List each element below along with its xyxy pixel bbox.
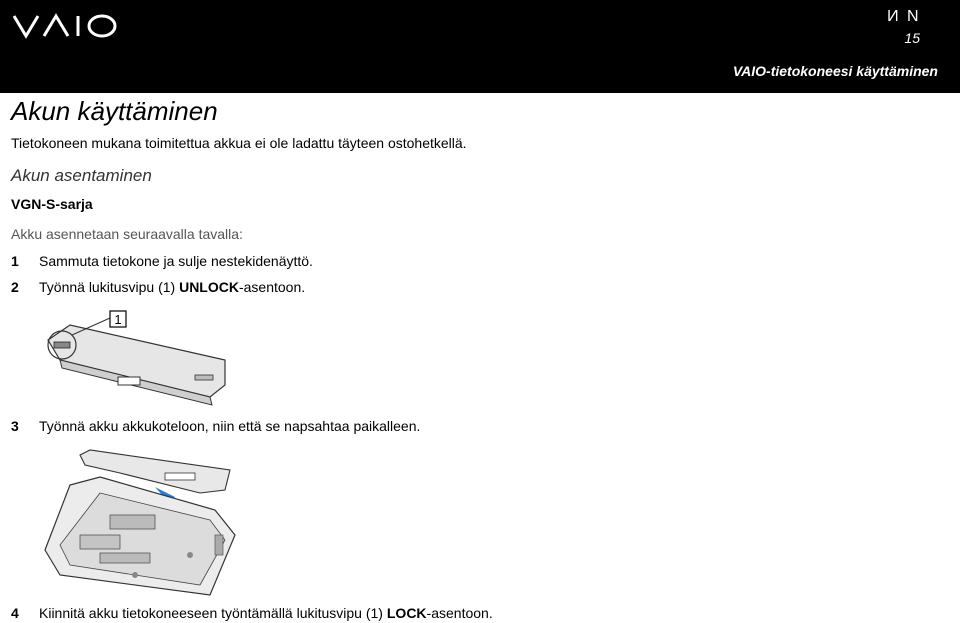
step-keyword: UNLOCK bbox=[179, 279, 239, 295]
step-2 bbox=[11, 279, 305, 295]
page-nav bbox=[883, 8, 923, 26]
page-title: Akun käyttäminen bbox=[11, 96, 218, 126]
step-text-end: -asentoon. bbox=[238, 279, 306, 295]
page-number: 15 bbox=[904, 30, 920, 46]
step-text: Työnnä lukitusvipu (1) bbox=[39, 279, 180, 295]
callout-label: 1 bbox=[114, 312, 122, 327]
section-title: Akun asentaminen bbox=[11, 166, 152, 185]
vaio-logo bbox=[12, 12, 122, 40]
step-text-end: -asentoon. bbox=[426, 605, 493, 621]
battery-lever-illustration bbox=[40, 305, 240, 410]
battery-insertion-illustration bbox=[40, 445, 245, 605]
model-heading: VGN-S-sarja bbox=[11, 196, 93, 212]
step-4 bbox=[11, 605, 493, 621]
lead-text: Akku asennetaan seuraavalla tavalla: bbox=[11, 226, 243, 242]
intro-text: Tietokoneen mukana toimitettua akkua ei ole ladattu täyteen ostohetkellä. bbox=[11, 135, 467, 151]
step-number: 3 bbox=[11, 418, 19, 434]
document-title: VAIO-tietokoneesi käyttäminen bbox=[732, 63, 938, 79]
step-number: 2 bbox=[11, 279, 19, 295]
step-3 bbox=[11, 418, 420, 434]
nav-next-arrow-icon[interactable]: N bbox=[907, 8, 923, 25]
nav-prev-arrow-icon[interactable]: N bbox=[883, 8, 899, 25]
step-text: Sammuta tietokone ja sulje nestekidenäyttö. bbox=[39, 253, 313, 269]
step-keyword: LOCK bbox=[386, 605, 427, 621]
step-text: Työnnä akku akkukoteloon, niin että se napsahtaa paikalleen. bbox=[39, 418, 421, 434]
step-number: 1 bbox=[11, 253, 19, 269]
step-number: 4 bbox=[11, 605, 19, 621]
step-1 bbox=[11, 253, 313, 269]
step-text: Kiinnitä akku tietokoneeseen työntämällä lukitusvipu (1) bbox=[39, 605, 387, 621]
page-header bbox=[0, 0, 960, 93]
